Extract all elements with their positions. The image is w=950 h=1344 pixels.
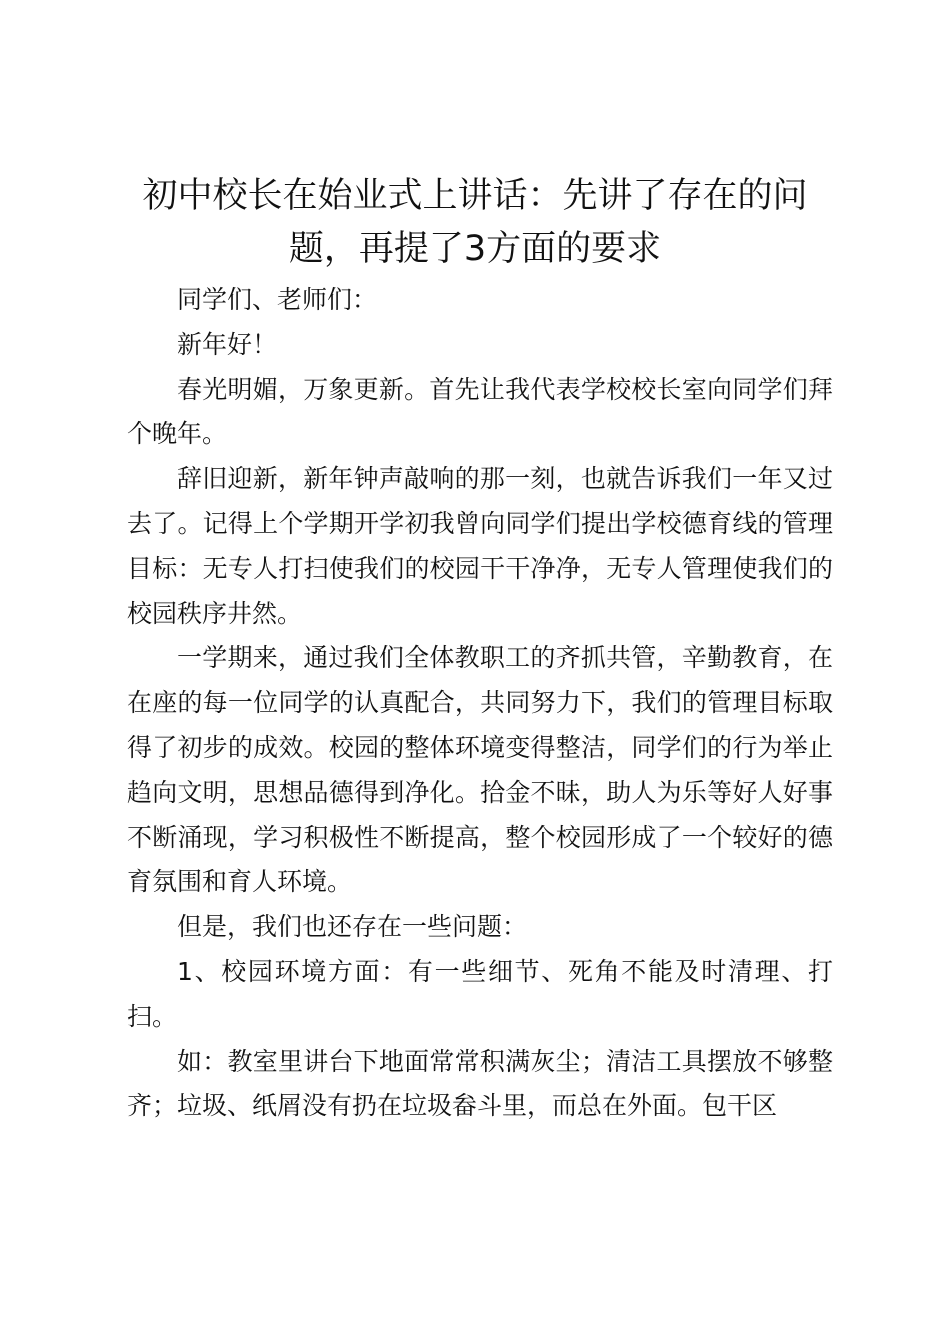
paragraph-achievements: 一学期来，通过我们全体教职工的齐抓共管，辛勤教育，在在座的每一位同学的认真配合，共同努力下，我们的管理目标取得了初步的成效。校园的整体环境变得整洁，同学们的行为举止趋向文明，思想品德得到净化。拾金不昧，助人为乐等好人好事不断涌现，学习积极性不断提高，整个校园形成了一个较好的德育氛围和育人环境。 — [127, 643, 833, 897]
paragraph-greeting: 同学们、老师们： — [177, 285, 378, 314]
paragraph-goals: 辞旧迎新，新年钟声敲响的那一刻，也就告诉我们一年又过去了。记得上个学期开学初我曾向同学们提出学校德育线的管理目标：无专人打扫使我们的校园干干净净，无专人管理使我们的校园秩序井然。 — [127, 464, 833, 628]
paragraph-spring: 春光明媚，万象更新。首先让我代表学校校长室向同学们拜个晚年。 — [127, 374, 833, 449]
document-body — [127, 278, 833, 1129]
document-title: 初中校长在始业式上讲话：先讲了存在的问题，再提了3方面的要求 — [142, 176, 808, 269]
paragraph-new-year: 新年好！ — [177, 329, 278, 359]
paragraph-examples: 如：教室里讲台下地面常常积满灰尘；清洁工具摆放不够整齐；垃圾、纸屑没有扔在垃圾畚斗里，而总在外面。包干区 — [127, 1046, 833, 1121]
paragraph-problems-intro: 但是，我们也还存在一些问题： — [177, 912, 528, 942]
paragraph-problem-1: 1、校园环境方面：有一些细节、死角不能及时清理、打扫。 — [127, 956, 833, 1031]
